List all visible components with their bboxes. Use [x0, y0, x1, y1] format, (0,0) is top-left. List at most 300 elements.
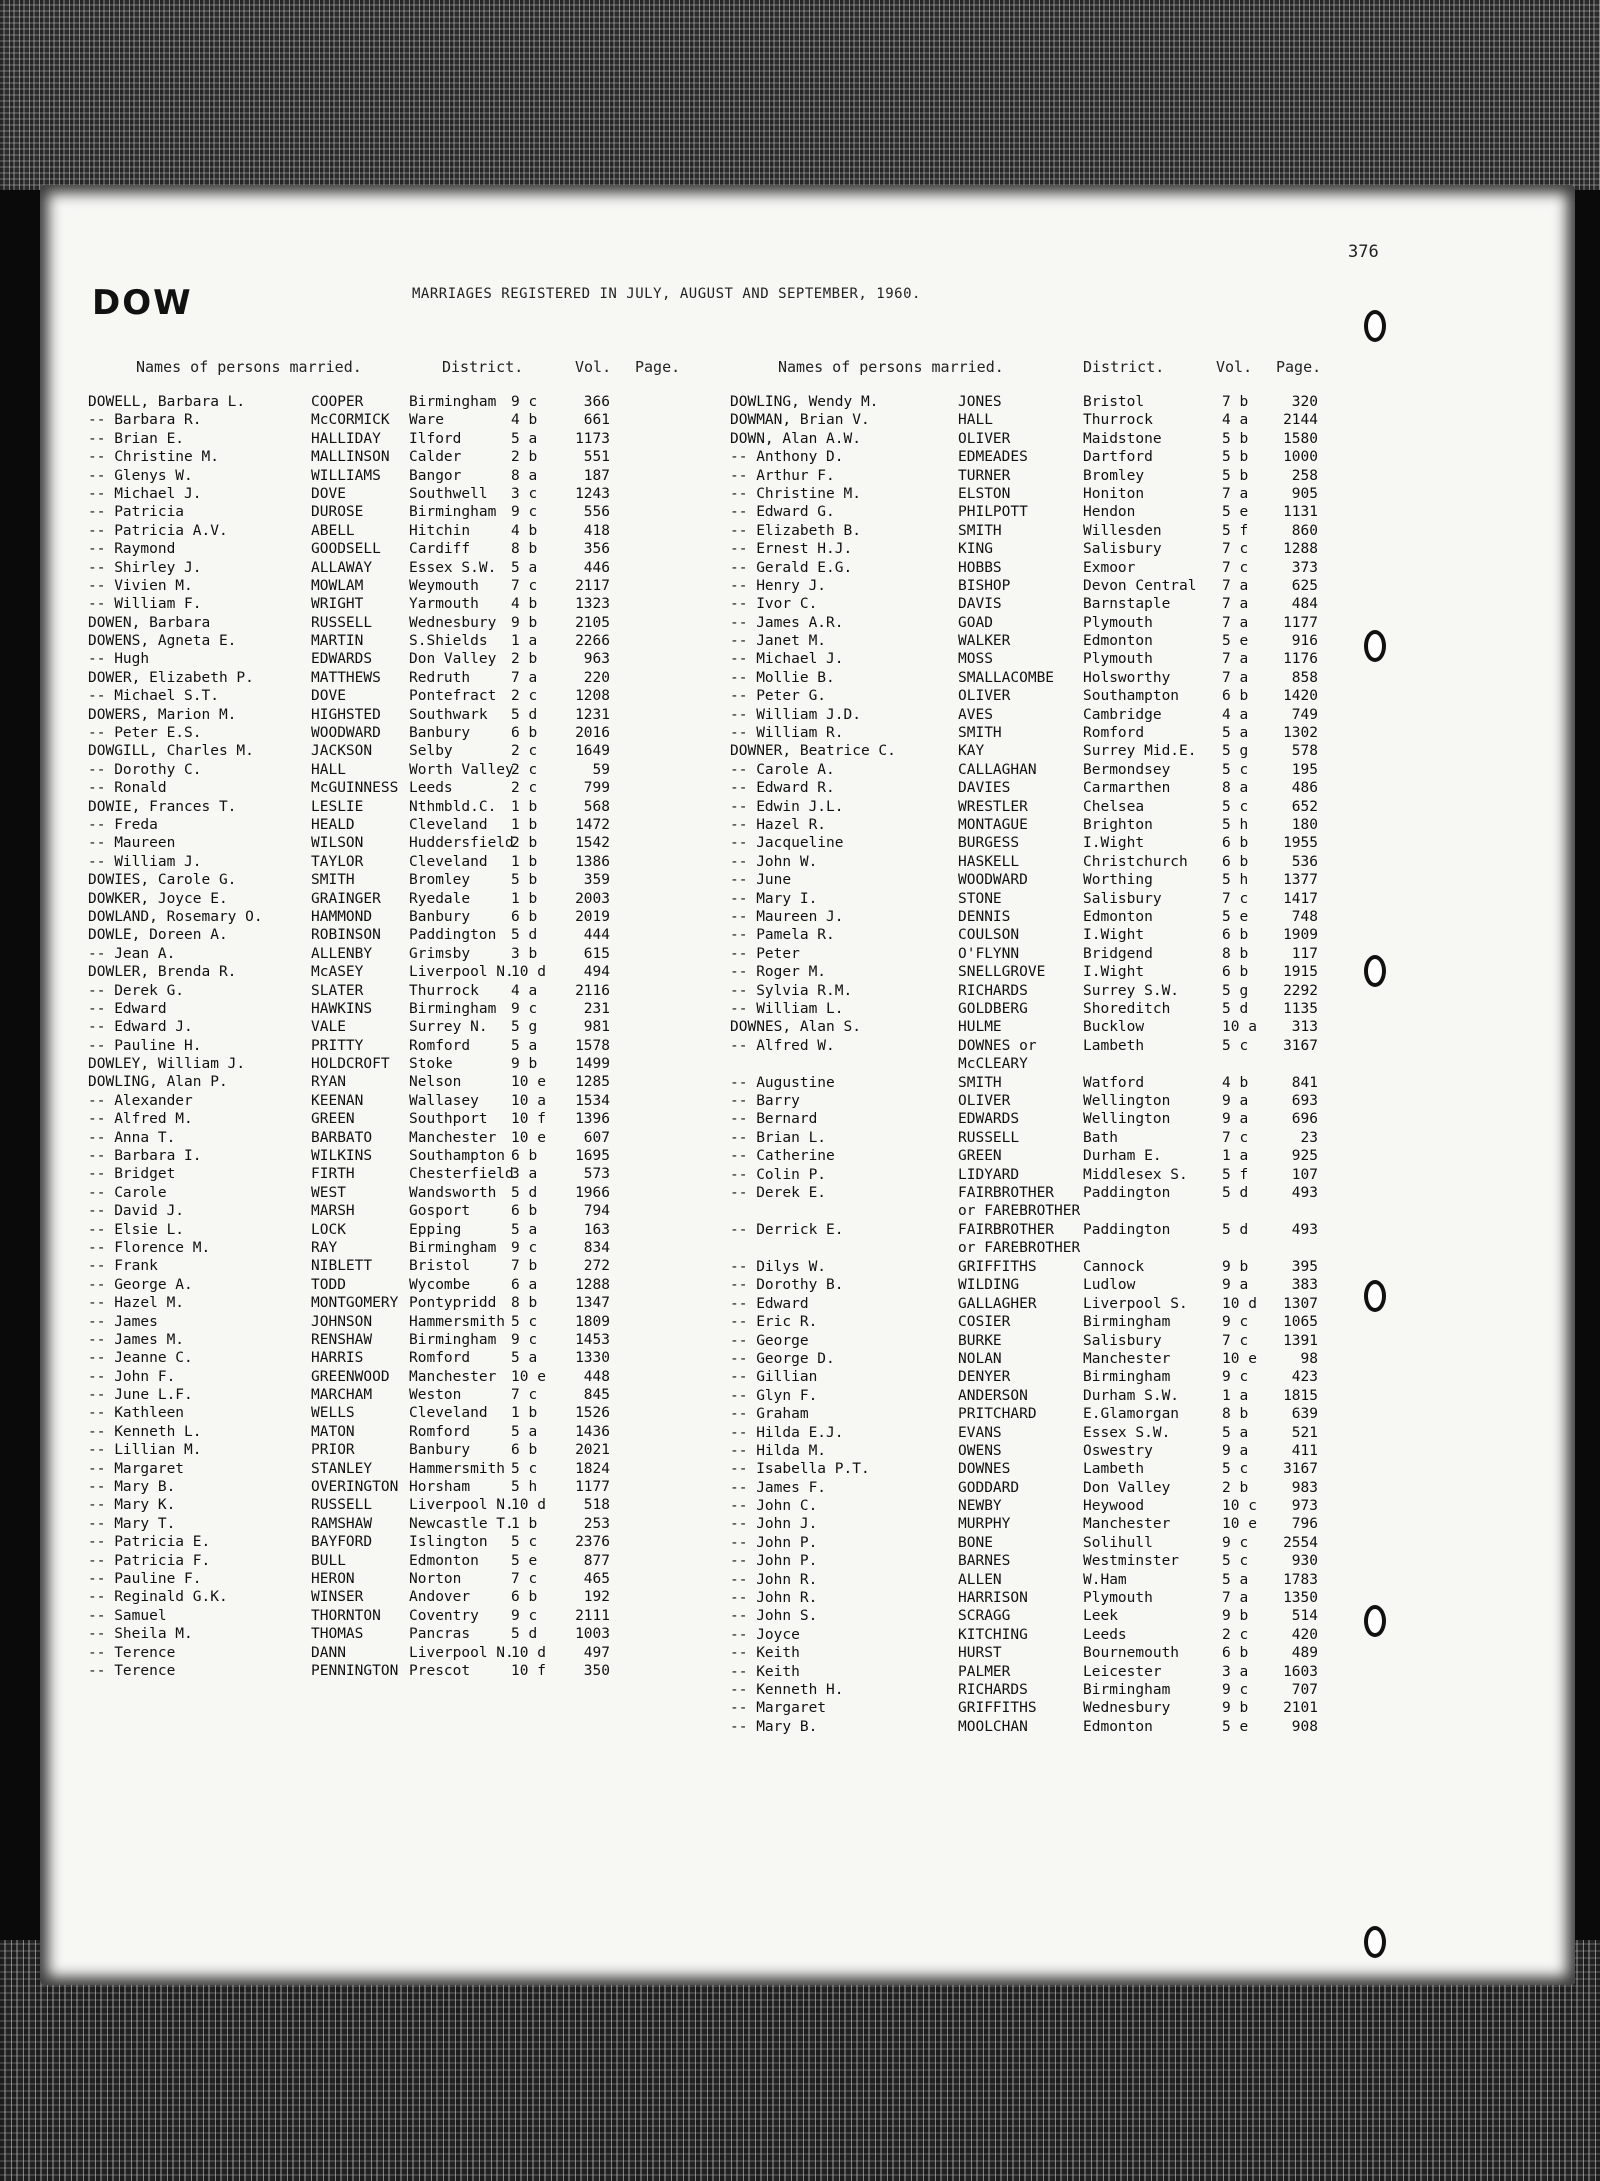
entry-volume: 2 b	[511, 449, 538, 466]
entry-volume: 7 c	[511, 1571, 538, 1587]
entry-row	[730, 1332, 1340, 1350]
entry-district: Cleveland	[409, 1405, 488, 1422]
entry-row	[88, 687, 698, 705]
entry-row	[88, 1644, 698, 1662]
entry-spouse: DOWNES or	[958, 1037, 1037, 1054]
entry-volume: 5 a	[511, 1423, 538, 1440]
entry-volume: 5 a	[511, 559, 538, 576]
entry-row	[88, 834, 698, 852]
entry-page: 366	[583, 394, 610, 410]
entry-spouse: MOSS	[958, 651, 993, 668]
entry-district: Ryedale	[409, 890, 471, 907]
entry-row	[730, 1018, 1340, 1036]
entry-district: Nelson	[409, 1074, 462, 1091]
entry-page: 1815	[1283, 1387, 1318, 1404]
entry-spouse: GODDARD	[958, 1479, 1020, 1496]
entry-page: 1177	[575, 1479, 610, 1496]
entry-volume: 9 c	[511, 1331, 538, 1348]
entry-spouse: MONTAGUE	[958, 816, 1028, 833]
entry-name: -- John S.	[730, 1608, 818, 1625]
entry-district: Thurrock	[409, 982, 479, 999]
entry-spouse: HARRISON	[958, 1590, 1028, 1607]
entry-district: Surrey N.	[409, 1019, 488, 1036]
entry-spouse: WOODWARD	[958, 872, 1028, 889]
entry-volume: 8 a	[511, 467, 538, 484]
entry-name: DOWER, Elizabeth P.	[88, 669, 254, 686]
entry-page: 1377	[1283, 872, 1318, 889]
entry-district: Shoreditch	[1083, 1000, 1171, 1017]
entry-page: 1208	[575, 688, 610, 705]
entry-spouse: DENNIS	[958, 908, 1011, 925]
entry-name: -- Frank	[88, 1258, 158, 1275]
entry-district: Weston	[409, 1387, 462, 1404]
entry-name: -- Margaret	[730, 1700, 827, 1717]
entry-row	[730, 1221, 1340, 1258]
entry-name: -- Eric R.	[730, 1314, 818, 1331]
entry-spouse: KING	[958, 541, 993, 558]
entry-volume: 9 c	[1222, 1682, 1249, 1698]
entry-row	[88, 1202, 698, 1220]
entry-volume: 9 c	[511, 1607, 538, 1624]
entry-district: Devon Central	[1083, 577, 1197, 594]
entry-district: Surrey S.W.	[1083, 982, 1180, 999]
entry-row	[730, 1681, 1340, 1699]
entry-page: 59	[592, 761, 610, 778]
entry-volume: 5 c	[511, 1313, 538, 1330]
entry-spouse: LIDYARD	[958, 1166, 1020, 1183]
entry-volume: 2 c	[511, 688, 538, 705]
entry-name: DOWNES, Alan S.	[730, 1019, 861, 1036]
entry-row	[88, 1110, 698, 1128]
entry-row	[88, 1294, 698, 1312]
entry-page: 395	[1291, 1259, 1318, 1276]
entry-row	[730, 945, 1340, 963]
entry-spouse: MATON	[311, 1423, 355, 1440]
entry-name: -- Patricia A.V.	[88, 522, 228, 539]
surname-header: DOW	[92, 283, 193, 323]
entry-name: -- Edward G.	[730, 504, 835, 521]
entry-row	[730, 1350, 1340, 1368]
entry-district: Banbury	[409, 908, 471, 925]
entry-page: 1436	[575, 1423, 610, 1440]
entry-row	[88, 724, 698, 742]
entry-district: Wycombe	[409, 1276, 471, 1293]
entry-page: 1824	[575, 1460, 610, 1477]
entry-spouse: JONES	[958, 394, 1002, 410]
entry-page: 373	[1291, 559, 1318, 576]
entry-spouse-alt: McCLEARY	[958, 1056, 1028, 1073]
entry-volume: 7 a	[1222, 1590, 1249, 1607]
entry-page: 1396	[575, 1111, 610, 1128]
entry-volume: 2 b	[511, 651, 538, 668]
entry-row	[88, 1404, 698, 1422]
entry-page: 2117	[575, 577, 610, 594]
entry-spouse: CALLAGHAN	[958, 761, 1037, 778]
entry-volume: 5 e	[1222, 633, 1249, 650]
entry-district: Selby	[409, 743, 453, 760]
entry-spouse: SMITH	[958, 1074, 1002, 1091]
entry-volume: 5 c	[1222, 761, 1249, 778]
entry-district: Paddington	[1083, 1222, 1171, 1239]
entry-district: Cleveland	[409, 853, 488, 870]
entry-name: -- Barbara I.	[88, 1148, 202, 1165]
entry-volume: 6 b	[1222, 964, 1249, 981]
entry-volume: 9 a	[1222, 1093, 1249, 1110]
entry-page: 905	[1291, 485, 1318, 502]
entry-page: 573	[583, 1166, 610, 1183]
entry-page: 258	[1291, 467, 1318, 484]
entry-volume: 5 b	[1222, 430, 1249, 447]
entry-spouse: FAIRBROTHER	[958, 1222, 1055, 1239]
entry-page: 799	[583, 780, 610, 797]
entry-name: -- William J.D.	[730, 706, 861, 723]
entry-district: Southwell	[409, 485, 488, 502]
entry-page: 1542	[575, 835, 610, 852]
entry-page: 1417	[1283, 890, 1318, 907]
entry-spouse: SMITH	[958, 725, 1002, 742]
entry-name: -- George A.	[88, 1276, 193, 1293]
entry-district: Birmingham	[409, 1331, 497, 1348]
entry-volume: 4 a	[511, 982, 538, 999]
entry-row	[730, 1258, 1340, 1276]
entry-spouse: MOWLAM	[311, 577, 364, 594]
entry-name: -- Mary K.	[88, 1497, 176, 1514]
entry-row	[88, 1533, 698, 1551]
entry-name: -- Hilda M.	[730, 1442, 827, 1459]
entry-spouse: WELLS	[311, 1405, 355, 1422]
entry-page: 418	[583, 522, 610, 539]
entry-page: 117	[1291, 945, 1318, 962]
entry-volume: 7 b	[1222, 394, 1249, 410]
entry-district: Hendon	[1083, 504, 1136, 521]
entry-spouse: HERON	[311, 1571, 355, 1587]
entry-page: 2016	[575, 725, 610, 742]
entry-spouse: HOBBS	[958, 559, 1002, 576]
entry-volume: 6 b	[511, 1589, 538, 1606]
entry-name: -- Carole A.	[730, 761, 835, 778]
entry-volume: 4 a	[1222, 412, 1249, 429]
entry-district: Lambeth	[1083, 1037, 1145, 1054]
entry-volume: 7 a	[1222, 669, 1249, 686]
entry-district: Birmingham	[409, 504, 497, 521]
entry-district: Pontypridd	[409, 1295, 497, 1312]
entry-district: Cardiff	[409, 541, 471, 558]
entry-page: 2116	[575, 982, 610, 999]
entry-page: 163	[583, 1221, 610, 1238]
header-vol-left: Vol.	[575, 358, 612, 376]
entry-page: 1288	[1283, 541, 1318, 558]
entry-name: -- Peter E.S.	[88, 725, 202, 742]
entry-volume: 5 e	[1222, 908, 1249, 925]
entry-name: -- Raymond	[88, 541, 176, 558]
entry-district: Huddersfield	[409, 835, 514, 852]
entry-district: I.Wight	[1083, 835, 1145, 852]
entry-volume: 9 b	[511, 1056, 538, 1073]
entry-row	[730, 1497, 1340, 1515]
entry-page: 536	[1291, 853, 1318, 870]
entry-volume: 5 d	[1222, 1185, 1249, 1202]
entry-name: -- Isabella P.T.	[730, 1461, 870, 1478]
entry-district: Wednesbury	[409, 614, 497, 631]
entry-spouse: WILSON	[311, 835, 364, 852]
entry-volume: 5 e	[1222, 1718, 1249, 1735]
entry-district: Bridgend	[1083, 945, 1153, 962]
entry-spouse: PRIOR	[311, 1442, 355, 1459]
entry-spouse: GOAD	[958, 614, 993, 631]
entry-name: -- Derek G.	[88, 982, 185, 999]
entry-spouse: MATTHEWS	[311, 669, 381, 686]
entry-volume: 5 b	[1222, 449, 1249, 466]
entry-page: 253	[583, 1515, 610, 1532]
entry-row	[730, 577, 1340, 595]
entry-district: Liverpool N.	[409, 1644, 514, 1661]
entry-district: Leicester	[1083, 1663, 1162, 1680]
header-vol-right: Vol.	[1216, 358, 1253, 376]
entry-page: 1809	[575, 1313, 610, 1330]
entry-spouse: HOLDCROFT	[311, 1056, 390, 1073]
entry-name: -- Hazel M.	[88, 1295, 185, 1312]
entry-name: -- Patricia F.	[88, 1552, 211, 1569]
entry-name: -- James	[88, 1313, 158, 1330]
entry-name: -- William L.	[730, 1000, 844, 1017]
entry-volume: 5 c	[511, 1534, 538, 1551]
entry-row	[730, 1663, 1340, 1681]
entry-district: Manchester	[1083, 1516, 1171, 1533]
entry-page: 981	[583, 1019, 610, 1036]
header-names-left: Names of persons married.	[136, 358, 362, 376]
entry-district: Manchester	[409, 1129, 497, 1146]
entry-name: -- Freda	[88, 816, 158, 833]
entry-name: -- Christine M.	[730, 485, 861, 502]
entry-page: 841	[1291, 1074, 1318, 1091]
entry-volume: 5 b	[511, 872, 538, 889]
entry-name: -- Maureen J.	[730, 908, 844, 925]
entry-spouse: GOODSELL	[311, 541, 381, 558]
entry-name: DOWEN, Barbara	[88, 614, 211, 631]
entry-row	[88, 945, 698, 963]
entry-volume: 4 b	[511, 596, 538, 613]
entry-spouse: MURPHY	[958, 1516, 1011, 1533]
entry-volume: 5 h	[1222, 872, 1249, 889]
entry-spouse: SMALLACOMBE	[958, 669, 1055, 686]
entry-district: Carmarthen	[1083, 780, 1171, 797]
entry-volume: 4 a	[1222, 706, 1249, 723]
entry-volume: 7 a	[511, 669, 538, 686]
entry-row	[730, 1092, 1340, 1110]
entry-row	[730, 779, 1340, 797]
entry-page: 497	[583, 1644, 610, 1661]
entry-spouse: OLIVER	[958, 1093, 1011, 1110]
entry-spouse: BAYFORD	[311, 1534, 373, 1551]
entry-page: 845	[583, 1387, 610, 1404]
entry-page: 1453	[575, 1331, 610, 1348]
entry-name: -- Alfred W.	[730, 1037, 835, 1054]
entry-district: Worthing	[1083, 872, 1153, 889]
entry-name: -- John R.	[730, 1571, 818, 1588]
entry-row	[730, 1626, 1340, 1644]
entry-page: 568	[583, 798, 610, 815]
entry-district: S.Shields	[409, 633, 488, 650]
entry-volume: 6 b	[511, 725, 538, 742]
entry-spouse-alt: or FAREBROTHER	[958, 1203, 1081, 1220]
entry-spouse: NIBLETT	[311, 1258, 373, 1275]
entry-row	[88, 1221, 698, 1239]
entry-name: -- Barbara R.	[88, 412, 202, 429]
entry-spouse: OWENS	[958, 1442, 1002, 1459]
entry-page: 1603	[1283, 1663, 1318, 1680]
entry-page: 3167	[1283, 1037, 1318, 1054]
entry-district: Southampton	[409, 1148, 506, 1165]
entry-spouse: KITCHING	[958, 1626, 1028, 1643]
entry-page: 908	[1291, 1718, 1318, 1735]
entry-volume: 6 b	[511, 908, 538, 925]
entry-spouse: GOLDBERG	[958, 1000, 1028, 1017]
entry-name: -- Dorothy B.	[730, 1277, 844, 1294]
entry-district: Honiton	[1083, 485, 1145, 502]
entry-page: 1420	[1283, 688, 1318, 705]
entry-row	[730, 890, 1340, 908]
entry-spouse: MARCHAM	[311, 1387, 373, 1404]
entry-spouse: KEENAN	[311, 1092, 364, 1109]
entry-district: Westminster	[1083, 1553, 1180, 1570]
entry-volume: 5 g	[511, 1019, 538, 1036]
entry-spouse: KAY	[958, 743, 985, 760]
entry-district: Weymouth	[409, 577, 479, 594]
entry-row	[88, 448, 698, 466]
entry-page: 1243	[575, 485, 610, 502]
entry-name: -- Peter G.	[730, 688, 827, 705]
entry-spouse: HALL	[311, 761, 346, 778]
entry-spouse: GRAINGER	[311, 890, 381, 907]
entry-district: Coventry	[409, 1607, 479, 1624]
entry-row	[730, 963, 1340, 981]
entry-district: Wallasey	[409, 1092, 479, 1109]
entry-row	[88, 1276, 698, 1294]
entry-name: -- Edward	[88, 1000, 167, 1017]
entry-row	[730, 1534, 1340, 1552]
entry-row	[88, 540, 698, 558]
entry-name: -- Dorothy C.	[88, 761, 202, 778]
entry-spouse: RAMSHAW	[311, 1515, 373, 1532]
entry-volume: 9 c	[511, 394, 538, 410]
entry-district: Heywood	[1083, 1498, 1145, 1515]
entry-row	[730, 1129, 1340, 1147]
entry-volume: 5 a	[1222, 1571, 1249, 1588]
entry-name: DOWLING, Wendy M.	[730, 394, 879, 410]
entry-volume: 7 c	[511, 1387, 538, 1404]
entry-row	[730, 871, 1340, 889]
entry-row	[88, 1239, 698, 1257]
entry-page: 220	[583, 669, 610, 686]
entry-name: -- George D.	[730, 1350, 835, 1367]
entry-name: -- Lillian M.	[88, 1442, 202, 1459]
entry-name: DOWNER, Beatrice C.	[730, 743, 896, 760]
entry-volume: 9 a	[1222, 1277, 1249, 1294]
entry-row	[730, 1405, 1340, 1423]
entry-row	[88, 1018, 698, 1036]
entry-district: E.Glamorgan	[1083, 1406, 1180, 1423]
entry-district: Stoke	[409, 1056, 453, 1073]
entry-spouse: PRITCHARD	[958, 1406, 1037, 1423]
entry-name: DOWLEY, William J.	[88, 1056, 246, 1073]
entry-page: 187	[583, 467, 610, 484]
entry-page: 860	[1291, 522, 1318, 539]
entry-district: Brighton	[1083, 816, 1153, 833]
entry-district: Islington	[409, 1534, 488, 1551]
entry-volume: 4 b	[511, 522, 538, 539]
entry-volume: 7 a	[1222, 614, 1249, 631]
entry-name: -- Glyn F.	[730, 1387, 818, 1404]
entry-row	[730, 1699, 1340, 1717]
entry-spouse: HASKELL	[958, 853, 1020, 870]
entry-page: 1176	[1283, 651, 1318, 668]
entry-page: 877	[583, 1552, 610, 1569]
entry-row	[730, 1442, 1340, 1460]
entry-name: -- Edward J.	[88, 1019, 193, 1036]
entry-page: 2292	[1283, 982, 1318, 999]
entry-volume: 5 a	[511, 1037, 538, 1054]
entry-page: 1330	[575, 1350, 610, 1367]
entry-row	[88, 1037, 698, 1055]
entry-district: Leek	[1083, 1608, 1118, 1625]
entry-name: -- James M.	[88, 1331, 185, 1348]
entry-row	[730, 503, 1340, 521]
entry-page: 1499	[575, 1056, 610, 1073]
entry-row	[730, 1479, 1340, 1497]
entry-volume: 5 d	[511, 706, 538, 723]
entry-volume: 7 c	[1222, 1332, 1249, 1349]
entry-volume: 5 d	[1222, 1000, 1249, 1017]
entry-district: Durham S.W.	[1083, 1387, 1180, 1404]
entry-district: Bournemouth	[1083, 1645, 1180, 1662]
entry-volume: 5 f	[1222, 1166, 1249, 1183]
entry-district: Romford	[409, 1350, 471, 1367]
entry-row	[730, 485, 1340, 503]
entry-spouse: NEWBY	[958, 1498, 1002, 1515]
entry-volume: 1 a	[511, 633, 538, 650]
entry-volume: 5 d	[511, 1626, 538, 1643]
entry-spouse: ALLENBY	[311, 945, 373, 962]
entry-page: 2111	[575, 1607, 610, 1624]
punch-hole-icon	[1364, 630, 1386, 662]
entry-row	[88, 1147, 698, 1165]
entry-volume: 5 h	[511, 1479, 538, 1496]
entry-volume: 7 c	[1222, 890, 1249, 907]
entry-volume: 1 a	[1222, 1148, 1249, 1165]
entry-district: Salisbury	[1083, 890, 1162, 907]
entry-spouse: RICHARDS	[958, 982, 1028, 999]
entry-row	[88, 411, 698, 429]
entry-name: -- Margaret	[88, 1460, 185, 1477]
entry-volume: 5 d	[1222, 1222, 1249, 1239]
entry-district: Edmonton	[1083, 908, 1153, 925]
entry-district: Prescot	[409, 1662, 471, 1679]
punch-hole-icon	[1364, 1926, 1386, 1958]
entry-name: -- Elizabeth B.	[730, 522, 861, 539]
entry-name: -- Brian L.	[730, 1129, 827, 1146]
entry-row	[88, 816, 698, 834]
entry-row	[730, 1368, 1340, 1386]
entry-page: 518	[583, 1497, 610, 1514]
entry-spouse: HAMMOND	[311, 908, 373, 925]
entry-volume: 8 b	[511, 1295, 538, 1312]
entry-volume: 5 e	[1222, 504, 1249, 521]
entry-row	[88, 908, 698, 926]
entry-volume: 2 c	[1222, 1626, 1249, 1643]
entry-row	[88, 1092, 698, 1110]
entry-district: Romford	[1083, 725, 1145, 742]
entry-district: Paddington	[409, 927, 497, 944]
